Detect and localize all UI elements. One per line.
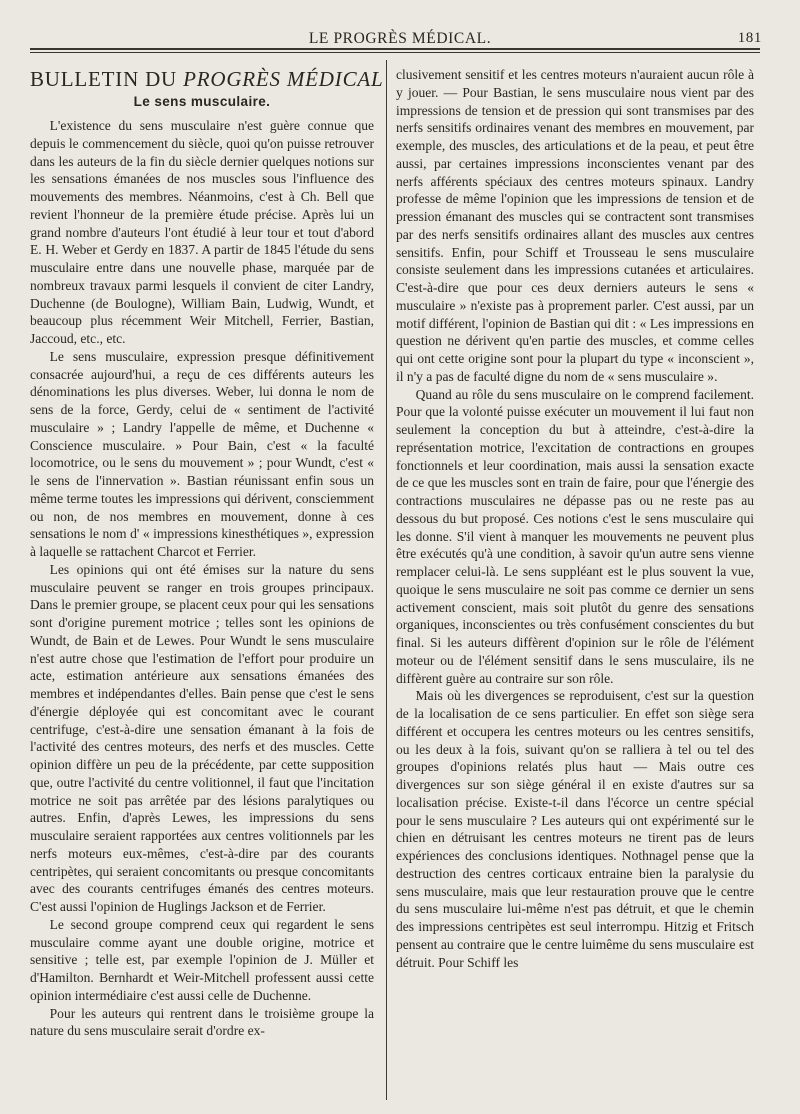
running-head-title: LE PROGRÈS MÉDICAL. <box>308 30 492 47</box>
column-divider <box>386 60 387 1100</box>
paragraph: Quand au rôle du sens musculaire on le comprend facilement. Pour que la volonté puisse exécuter un mouvement il lui faut non seulement la conception du but à atteindre, c'est-à-dire la représentation motrice, l'excitation de contractions en groupes fonctionnels et leur coordination, mais aussi la sensation exacte de ce que les muscles sont en train de faire, pour que l'énergie des contractions musculaires ne dépasse pas ou ne reste pas au dessous du but proposé. Ces notions c'est le sens musculaire qui les donne. S'il vient à manquer les mouvements ne peuvent plus être exécutés qu'à une condition, à savoir qu'un autre sens vienne remplacer celui-là. Le sens suppléant est le plus souvent la vue, quoique le sens musculaire ne soit pas comme ce dernier un sens activement conscient, mais soit plutôt du genre des sensations organiques, inconscientes ou très confusément conscientes du but final. Si les auteurs diffèrent d'opinion sur le rôle de l'élément moteur ou de l'élément sensitif dans le sens musculaire, ils ne diffèrent guère au contraire sur son rôle. <box>396 386 754 686</box>
heading-prefix: BULLETIN DU <box>30 67 178 91</box>
article-title: Le sens musculaire. <box>133 94 271 109</box>
paragraph-continued: clusivement sensitif et les centres moteurs n'auraient aucun rôle à y jouer. — Pour Bastian, le sens musculaire nous vient par des impressions de tension et de pression qui sont transmises par des nerfs sensitifs ordinaires venant des membres en mouvement, par exemple, des muscles, des articulations et de la peau, et peut être aussi, par certaines impressions inconscientes venant par des nerfs afférents spéciaux des centres moteurs spinaux. Landry professe de même l'opinion que les impressions de tension et de pression émanant des muscles qui se contractent sont transmises par des nerfs sensitifs ordinaires allant des muscles aux centres sensitifs. Enfin, pour Schiff et Trousseau le sens musculaire consiste seulement dans les impressions cutanées et articulaires. C'est-à-dire que pour ces deux derniers auteurs le sens « musculaire » n'existe pas à proprement parler. C'est aussi, par un motif différent, l'opinion de Bastian qui dit : « Les impressions en question ne dérivent qu'en partie des muscles, et comme celles qui ont cette origine sont pour la plupart du type « inconscient », il n'y a pas de faculté digne du nom de « sens musculaire ». <box>396 67 754 384</box>
heading-journal-name: PROGRÈS MÉDICAL <box>183 67 384 91</box>
running-head <box>30 28 770 50</box>
paragraph: L'existence du sens musculaire n'est guère connue que depuis le commencement du siècle, quoi qu'on puisse retrouver dans les auteurs de la fin du siècle dernier quelques notions sur les sensations émanées de nos muscles sous l'influence des mouvements des membres. Néanmoins, c'est à Ch. Bell que revient l'honneur de la première étude précise. Après lui un grand nombre d'auteurs l'ont étudié à leur tour et tout d'abord E. H. Weber et Gerdy en 1837. A partir de 1845 l'étude du sens musculaire entre dans une nouvelle phase, marquée par de nombreux travaux parmi lesquels il convient de citer Landry, Duchenne (de Boulogne), William Bain, Ludwig, Wundt, et beaucoup plus récemment Weir Mitchell, Ferrier, Bastian, Jaccoud, etc., etc. <box>30 118 374 346</box>
paragraph: Mais où les divergences se reproduisent, c'est sur la question de la localisation de ce sens particulier. En effet son siège sera différent et occupera les centres moteurs ou les centres sensitifs, ou les deux à la fois, suivant qu'on se ralliera à tel ou tel des groupes d'opinions relatés plus haut — Mais outre ces divergences sur son siège général il en existe d'autres sur sa localisation précise. Existe-t-il dans l'écorce un centre spécial pour le sens musculaire ? Les auteurs qui ont expérimenté sur le chien en détruisant les centres moteurs ne tirent pas de leurs expériences des conclusions identiques. Nothnagel pense que la destruction des centres corticaux entraine bien la paralysie du sens musculaire, mais que leur restauration prouve que le centre du sens musculaire lui-même n'est pas détruit, et que le chemin des impressions centripètes est seul interrompu. Hitzig et Fritsch pensent au contraire que le centre luimême du sens musculaire est détruit. Pour Schiff les <box>396 688 754 970</box>
page-number: 181 <box>737 30 762 46</box>
paragraph: Le second groupe comprend ceux qui regardent le sens musculaire comme ayant une double origine, motrice et sensitive ; telle est, par exemple l'opinion de J. Müller et d'Hamilton. Bernhardt et Weir-Mitchell professent aussi cette opinion intermédiaire c'est aussi celle de Duchenne. <box>30 916 374 1003</box>
paragraph: Pour les auteurs qui rentrent dans le troisième groupe la nature du sens musculaire serait d'ordre ex- <box>30 1005 374 1039</box>
header-rule <box>30 48 760 50</box>
paragraph: Le sens musculaire, expression presque définitivement consacrée aujourd'hui, a reçu de ces différents auteurs les dénominations les plus diverses. Weber, lui donna le nom de sens de la force, Gerdy, celui de « sentiment de l'activité musculaire » ; Landry l'appelle de même, et Duchenne « Conscience musculaire. » Pour Bain, c'est « la faculté locomotrice, ou le sens du mouvement » ; pour Wundt, c'est « le sens de l'innervation ». Bastian réunissant enfin sous un même terme toutes les impressions qui dérivent, consciemment ou non, de nos membres en mouvement, donne à ces sensations le nom d' « impressions kinesthétiques », expression à laquelle se rattachent Charcot et Ferrier. <box>30 348 374 559</box>
left-column <box>30 62 384 1040</box>
paragraph: Les opinions qui ont été émises sur la nature du sens musculaire peuvent se ranger en trois groupes principaux. Dans le premier groupe, se placent ceux pour qui les sensations sont d'origine purement motrice ; telles sont les opinions de Wundt, de Bain et de Lewes. Pour Wundt le sens musculaire n'est autre chose que l'estimation de l'effort pour produire un acte, estimation antérieure aux sensations émanées des membres et indépendantes d'elles. Bain pense que c'est le sens d'énergie déployée qui est concomitant avec le courant centrifuge, c'est-à-dire une sensation émanant à la fois de l'activité des centres moteurs, des nerfs et des muscles. Cette opinion diffère un peu de la précédente, par cette supposition que, outre l'activité du centre volitionnel, il faut que l'incitation motrice ne soit pas arrêtée par des lésions paralytiques ou autres. Enfin, d'après Lewes, les impressions du sens musculaire seraient rapportées aux centres volitionnels par les nerfs moteurs eux-mêmes, c'est-à-dire par des courants centripètes, qui seraient concomitants ou presque concomitants avec des courants centrifuges émanés des centres moteurs. C'est aussi l'opinion de Huglings Jackson et de Ferrier. <box>30 561 374 914</box>
header-rule-thin <box>30 52 760 53</box>
right-column <box>396 66 754 971</box>
section-heading <box>30 62 384 92</box>
